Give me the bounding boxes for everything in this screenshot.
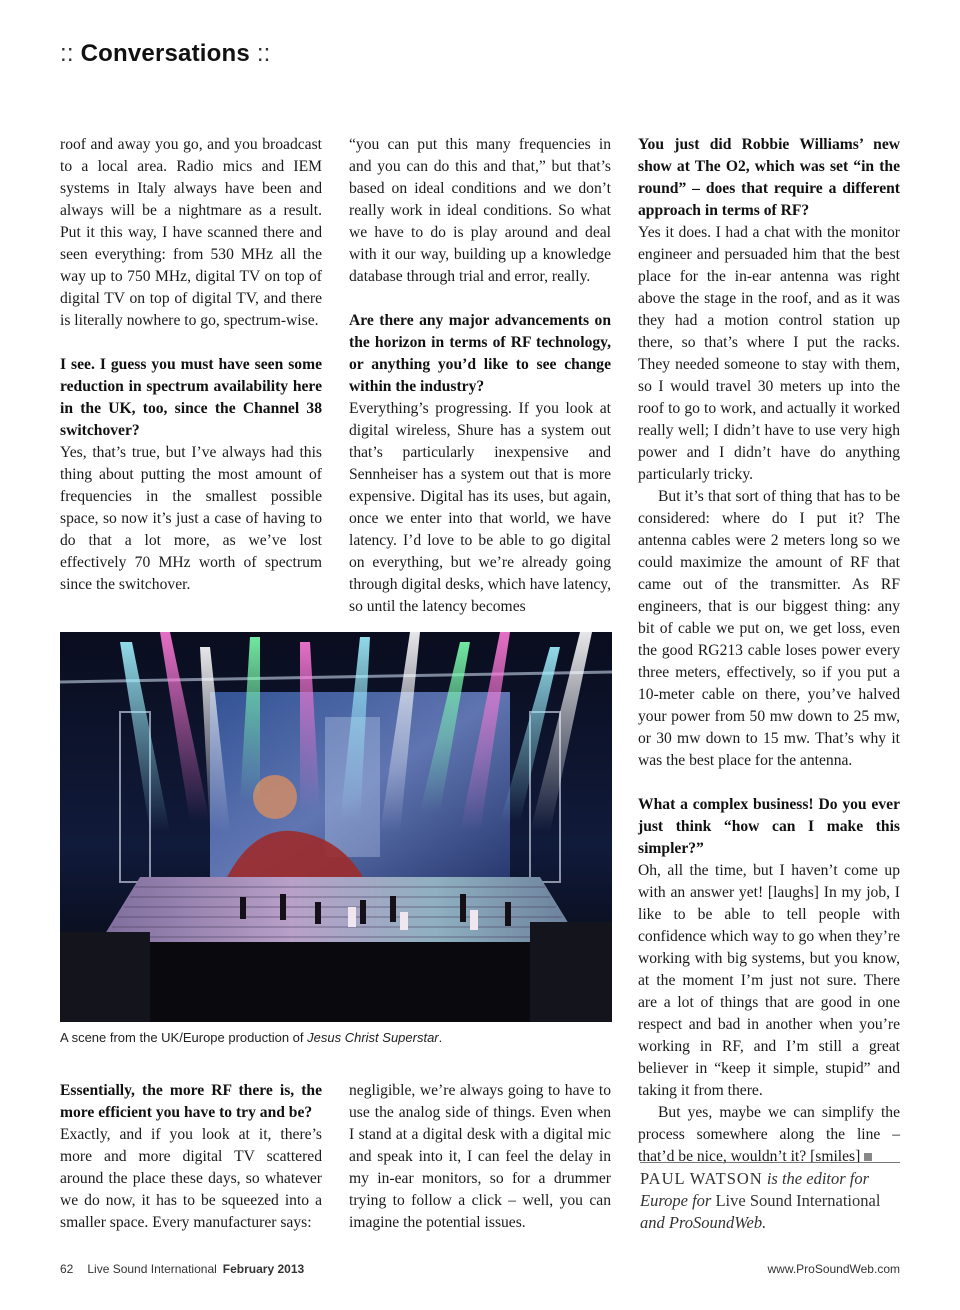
paragraph: But it’s that sort of thing that has to be considered: where do I put it? The antenna cables were 2 meters long so we could maximize the amount of RF that came out of the transmitter. As RF engineers, that is our biggest thing: any bit of cable we put on, we get loss, even the good RG213 cable loses power every three meters, effectively, so if you put a 10-meter cable on there, you’ve halved your power from 50 mw down to 25 mw, or 30 mw down to 15 mw. That’s why it was the best place for the antenna. xyxy=(638,488,900,769)
interview-question: Are there any major advancements on the horizon in terms of RF technology, or anything you’d like to see change within the industry? xyxy=(349,312,611,395)
paragraph: Everything’s progressing. If you look at digital wireless, Shure has a system out that’s particularly inexpensive and Sennheiser has a system out that is more expensive. Digital has its uses, but again, once we enter into that world, we have latency. I’d love to be able to go digital on everything, but we’re already going through digital desks, which have latency, so until the latency becomes xyxy=(349,400,611,615)
author-name: PAUL WATSON xyxy=(640,1169,763,1188)
paragraph: “you can put this many frequencies in and you can do this and that,” but that’s based on ideal conditions and we don’t really work in ideal conditions. So what we have to do is play around and deal with it our way, building up a knowledge database through trial and error, really. xyxy=(349,136,611,285)
interview-question: Essentially, the more RF there is, the more efficient you have to try and be? xyxy=(60,1082,322,1121)
stage-photo-illustration xyxy=(60,632,612,1022)
column-b xyxy=(349,134,611,618)
paragraph-text: But yes, maybe we can simplify the process somewhere along the line – that’d be nice, wouldn’t it? [smiles] xyxy=(638,1104,900,1165)
footer-url: www.ProSoundWeb.com xyxy=(767,1262,900,1276)
photo-caption xyxy=(60,1030,620,1045)
caption-suffix: . xyxy=(438,1030,443,1045)
interview-question: What a complex business! Do you ever just think “how can I make this simpler?” xyxy=(638,796,900,857)
end-mark-icon xyxy=(864,1153,872,1161)
magazine-name: Live Sound International xyxy=(87,1262,217,1276)
caption-prefix: A scene from the UK/Europe production of xyxy=(60,1030,308,1045)
column-a-bottom xyxy=(60,1080,322,1234)
paragraph: negligible, we’re always going to have to use the analog side of things. Even when I stand at a digital desk with a digital mic and speak into it, I can feel the delay in my in-ear monitors, so for a drummer trying to follow a click – well, you can imagine the potential issues. xyxy=(349,1082,611,1231)
section-title xyxy=(60,40,271,68)
title-suffix: :: xyxy=(256,40,271,67)
column-a xyxy=(60,134,322,596)
author-text: and xyxy=(640,1213,665,1232)
caption-title: Jesus Christ Superstar xyxy=(307,1030,439,1045)
interview-question: I see. I guess you must have seen some reduction in spectrum availability here in the UK, too, since the Channel 38 switchover? xyxy=(60,356,322,439)
author-divider xyxy=(640,1162,900,1163)
publication-name: Live Sound International xyxy=(715,1191,881,1210)
paragraph: roof and away you go, and you broadcast to a local area. Radio mics and IEM systems in Italy always have been and always will be a nightmare as a result. Put it this way, I have scanned there and seen everything: from 530 MHz all the way up to 750 MHz, digital TV on top of digital TV on top of digital TV, and there is literally nowhere to go, spectrum-wise. xyxy=(60,136,322,329)
paragraph: Oh, all the time, but I haven’t come up with an answer yet! [laughs] In my job, I like to be able to tell people with confidence which way to go when they’re working with big systems, but you know, at the moment I’m just not sure. There are a lot of things that are good in one respect and bad in another when you’re working in RF, and I’m still a great believer in “keep it simple, stupid” and taking it from there. xyxy=(638,862,900,1099)
author-bio xyxy=(640,1168,902,1234)
paragraph: Exactly, and if you look at it, there’s more and more digital TV scattered around the place these days, so whatever we do now, it has to be squeezed into a smaller space. Every manufacturer says: xyxy=(60,1126,322,1231)
column-b-bottom xyxy=(349,1080,611,1234)
footer-left xyxy=(60,1262,304,1276)
publication-name: ProSoundWeb. xyxy=(668,1213,767,1232)
page-number: 62 xyxy=(60,1262,74,1276)
title-text: Conversations xyxy=(80,40,250,67)
issue-date: February 2013 xyxy=(222,1262,305,1276)
paragraph: Yes, that’s true, but I’ve always had this thing about putting the most amount of frequencies in the smallest possible space, so now it’s just a case of having to do that a lot more, as we’ve lost effectively 70 MHz worth of spectrum since the switchover. xyxy=(60,444,322,593)
paragraph xyxy=(638,1102,900,1168)
column-c xyxy=(638,134,900,1168)
stage-photo xyxy=(60,632,612,1022)
paragraph: Yes it does. I had a chat with the monitor engineer and persuaded him that the best place for the in-ear antenna was right above the stage in the roof, and as it was they had a motion control station up there, so that’s where I put the racks. They needed someone to stay with them, so I would travel 30 meters up into the roof to go to work, and actually it worked really well; I didn’t have to use very high power and I didn’t have do anything particularly tricky. xyxy=(638,224,900,483)
title-prefix: :: xyxy=(60,40,74,67)
author-text: is the editor for Europe for xyxy=(640,1169,870,1210)
interview-question: You just did Robbie Williams’ new show at The O2, which was set “in the round” – does that require a different approach in terms of RF? xyxy=(638,136,900,219)
